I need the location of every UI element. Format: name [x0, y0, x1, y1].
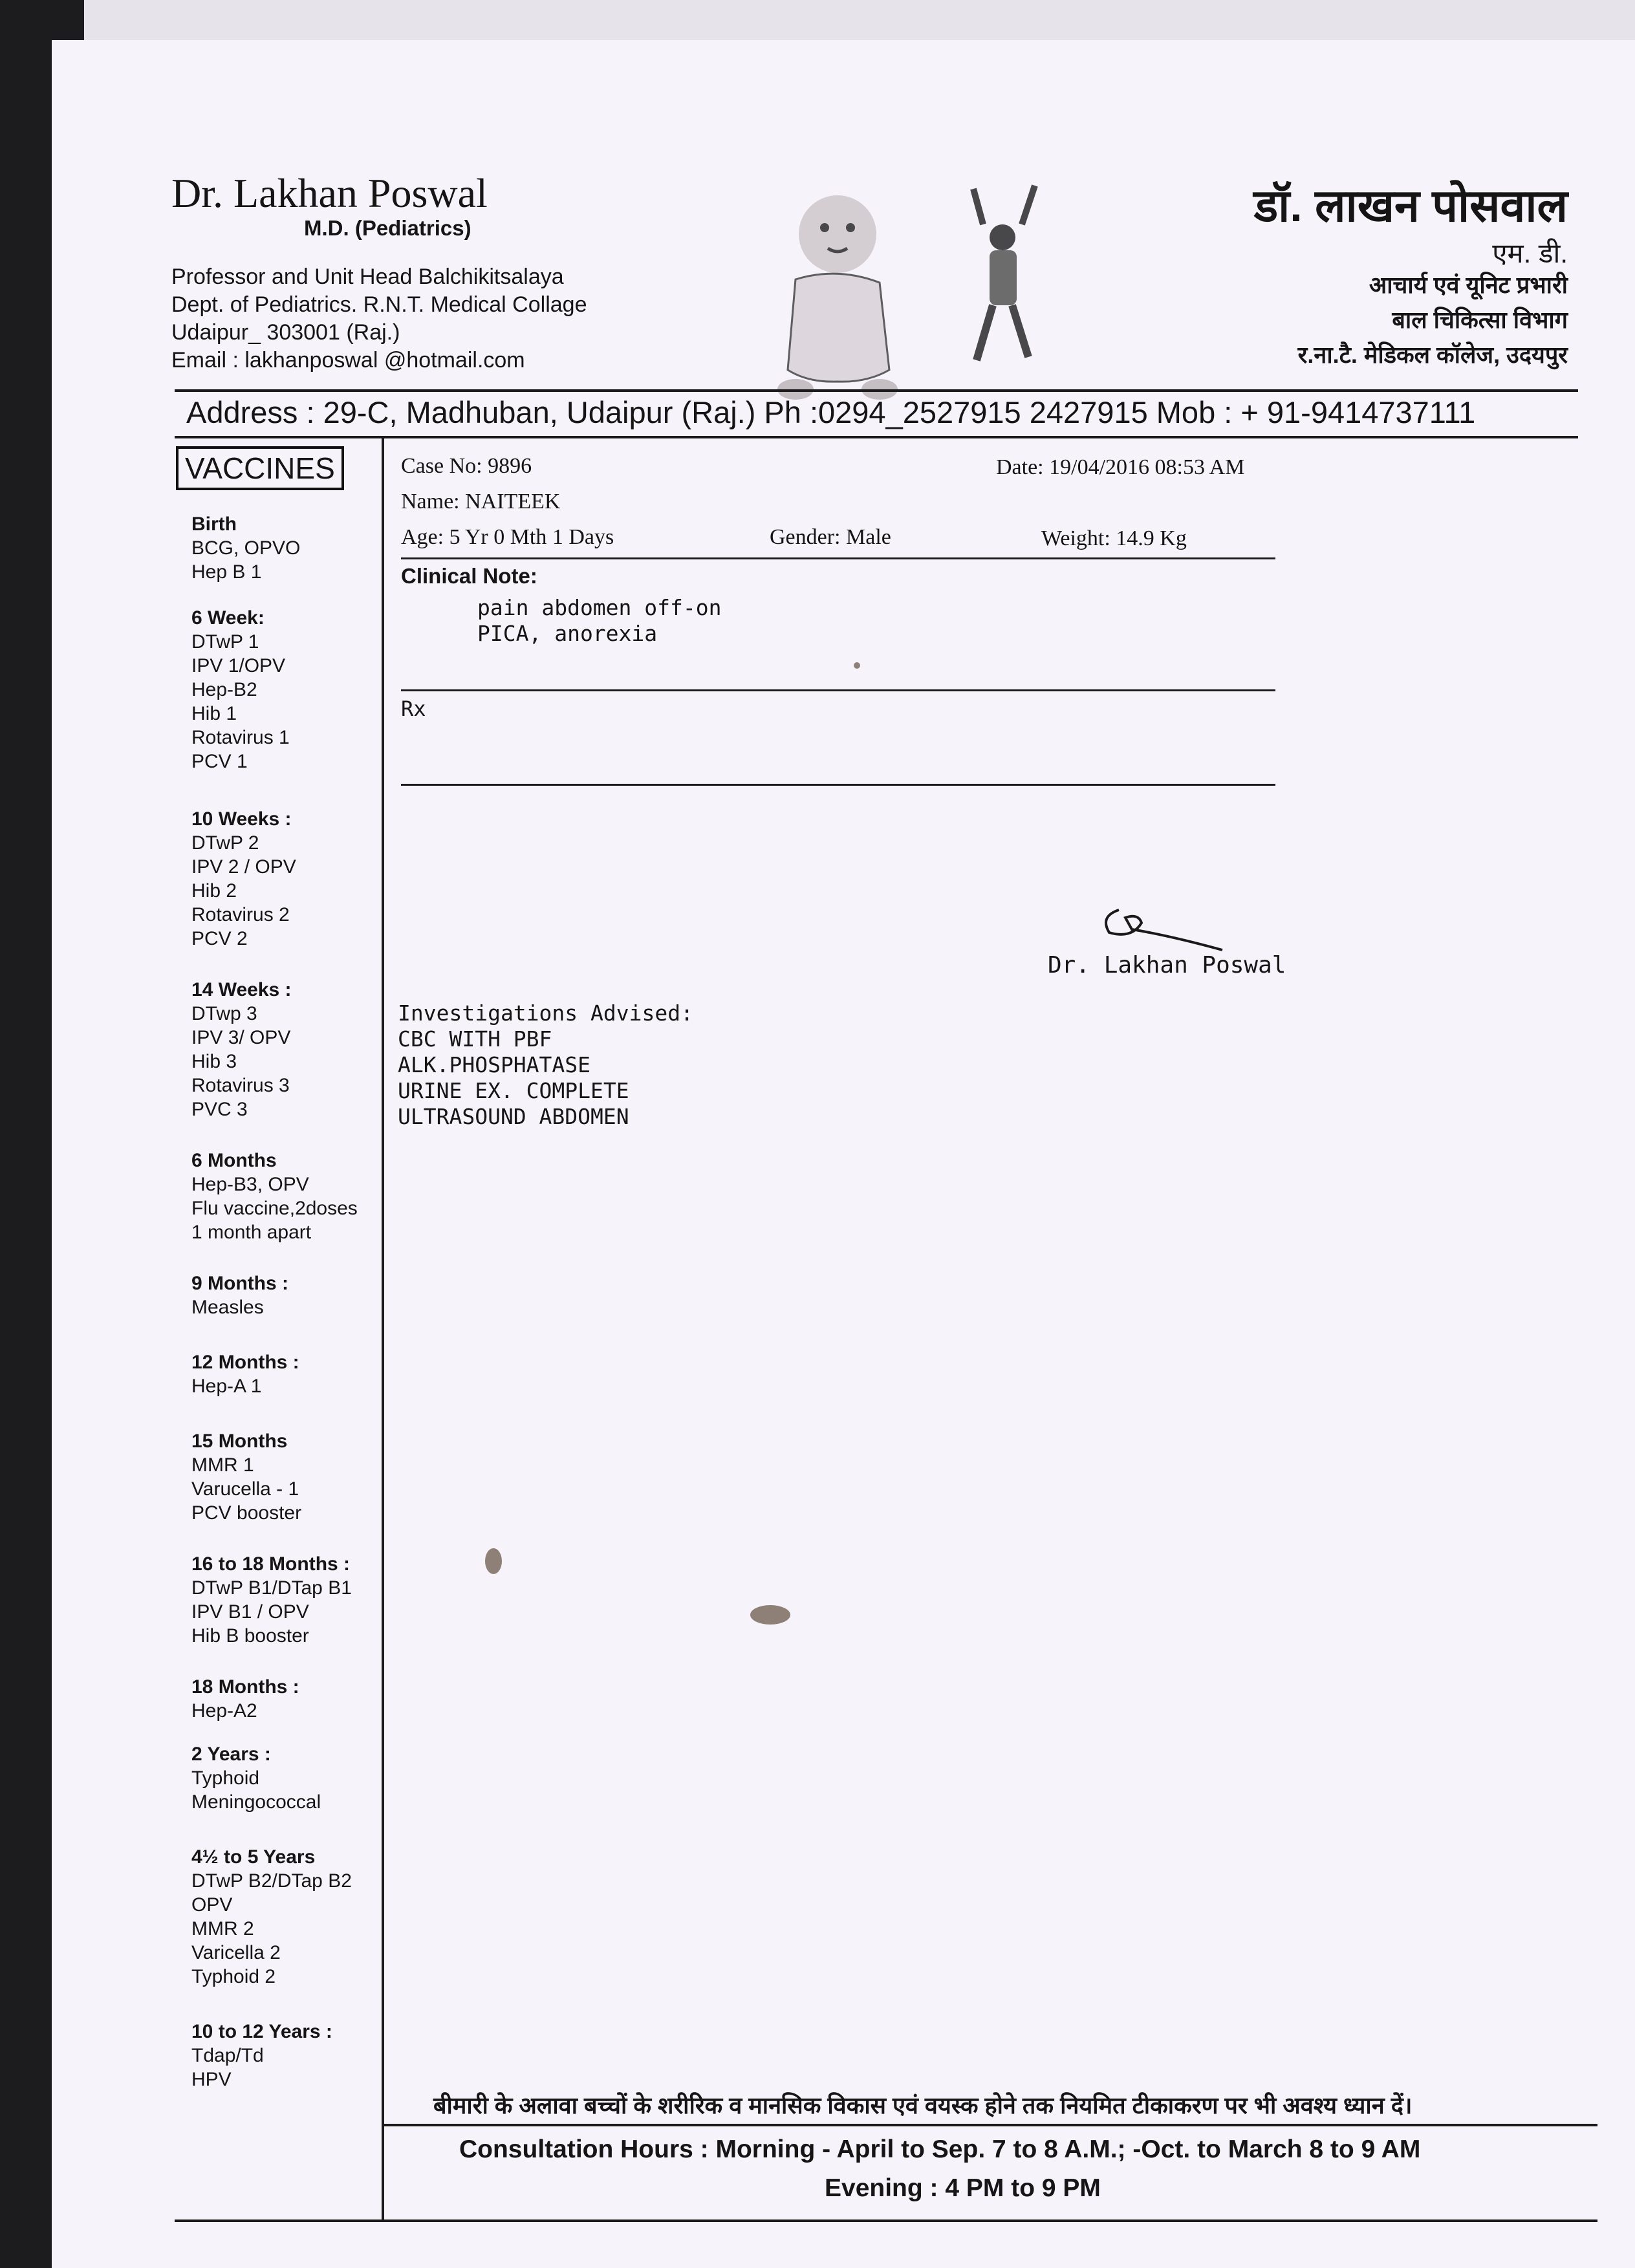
patient-name: Name: NAITEEK: [401, 490, 561, 513]
vaccine-item: Measles: [191, 1297, 264, 1318]
doctor-degree-hindi: एम. डी.: [1492, 238, 1568, 268]
vaccine-item: DTwP B2/DTap B2: [191, 1870, 352, 1892]
scan-speck: [750, 1605, 790, 1625]
investigations-label: Investigations Advised:: [398, 1000, 693, 1026]
affiliation-line: Professor and Unit Head Balchikitsalaya: [171, 265, 564, 289]
vaccine-item: Hep B 1: [191, 561, 262, 583]
vaccine-group: [191, 606, 437, 773]
vaccine-item: MMR 2: [191, 1918, 254, 1939]
affiliation-line-hindi: र.ना.टै. मेडिकल कॉलेज, उदयपुर: [1297, 341, 1568, 368]
patient-age: Age: 5 Yr 0 Mth 1 Days: [401, 525, 614, 549]
vaccine-item: OPV: [191, 1894, 233, 1916]
address-divider: [175, 436, 1578, 438]
email-line: Email : lakhanposwal @hotmail.com: [171, 348, 525, 373]
vaccine-item: Hep-A2: [191, 1700, 257, 1722]
vaccine-item: Hib 1: [191, 703, 237, 724]
vaccine-item: PCV 2: [191, 928, 248, 949]
vaccine-group-heading: 18 Months :: [191, 1676, 299, 1698]
vaccine-item: Hib 2: [191, 880, 237, 902]
visit-date: Date: 19/04/2016 08:53 AM: [996, 455, 1245, 479]
clinical-note-label: Clinical Note:: [401, 564, 537, 588]
clinical-note-line: pain abdomen off-on: [477, 595, 722, 620]
prescription-sheet: [52, 40, 1635, 2268]
vaccine-item: BCG, OPVO: [191, 537, 301, 559]
scan-speck: [485, 1548, 502, 1574]
bottom-divider: [175, 2219, 1597, 2222]
clinical-divider: [401, 689, 1275, 691]
doctor-affiliation-hindi: [1298, 268, 1568, 373]
vaccines-title: VACCINES: [176, 446, 344, 490]
investigations-advised: [398, 1000, 693, 1130]
vaccine-group-heading: 10 Weeks :: [191, 808, 292, 830]
vaccine-item: Rotavirus 1: [191, 727, 290, 748]
vaccine-group-heading: 2 Years :: [191, 1744, 271, 1765]
vaccine-group-heading: Birth: [191, 513, 237, 535]
investigation-item: ALK.PHOSPHATASE: [398, 1052, 591, 1077]
vaccine-group: [191, 1350, 437, 1398]
signature-name: Dr. Lakhan Poswal: [1048, 952, 1286, 978]
patient-weight: Weight: 14.9 Kg: [1041, 526, 1187, 550]
clinical-note-line: PICA, anorexia: [477, 621, 658, 646]
vaccine-group-heading: 15 Months: [191, 1431, 288, 1452]
vaccine-item: Tdap/Td: [191, 2045, 264, 2066]
investigation-item: ULTRASOUND ABDOMEN: [398, 1104, 629, 1129]
vaccine-item: Hep-A 1: [191, 1376, 262, 1397]
vaccine-item: Flu vaccine,2doses: [191, 1198, 358, 1219]
affiliation-line-hindi: बाल चिकित्सा विभाग: [1392, 307, 1568, 333]
consultation-hours-morning: Consultation Hours : Morning - April to Sep. 7 to 8 A.M.; -Oct. to March 8 to 9 AM: [459, 2135, 1421, 2163]
vaccine-item: PVC 3: [191, 1099, 248, 1120]
vaccine-item: Hib 3: [191, 1051, 237, 1072]
vaccine-item: Meningococcal: [191, 1791, 321, 1813]
clinical-notes: [477, 595, 722, 647]
vaccine-item: DTwP B1/DTap B1: [191, 1577, 352, 1599]
vaccine-item: HPV: [191, 2069, 232, 2090]
vaccine-group: [191, 1271, 437, 1319]
rx-divider: [401, 784, 1275, 786]
vaccine-item: Hep-B2: [191, 679, 257, 700]
doctor-name-hindi: डॉ. लाखन पोसवाल: [1253, 180, 1568, 231]
patient-gender: Gender: Male: [770, 525, 891, 549]
case-number: Case No: 9896: [401, 454, 532, 478]
vaccine-item: Typhoid 2: [191, 1966, 276, 1987]
vaccine-group: [191, 1149, 437, 1244]
vaccine-item: Rotavirus 2: [191, 904, 290, 925]
vaccine-group: [191, 512, 437, 584]
vaccine-item: IPV 3/ OPV: [191, 1027, 291, 1048]
doctor-name: Dr. Lakhan Poswal: [171, 170, 488, 216]
vaccine-item: MMR 1: [191, 1454, 254, 1476]
scanner-background: [84, 0, 1635, 44]
vaccine-group-heading: 14 Weeks :: [191, 979, 292, 1000]
vaccine-item: Typhoid: [191, 1767, 260, 1789]
vaccine-item: IPV B1 / OPV: [191, 1601, 309, 1623]
vaccine-item: Varucella - 1: [191, 1478, 299, 1500]
vaccine-item: Hib B booster: [191, 1625, 309, 1647]
vaccine-group-heading: 10 to 12 Years :: [191, 2021, 332, 2042]
affiliation-line: Udaipur_ 303001 (Raj.): [171, 320, 400, 345]
doctor-degree: M.D. (Pediatrics): [304, 216, 471, 240]
signature-mark: [1093, 903, 1235, 955]
vaccine-item: DTwP 2: [191, 832, 259, 854]
vaccine-group-heading: 16 to 18 Months :: [191, 1553, 351, 1575]
vaccine-item: Rotavirus 3: [191, 1075, 290, 1096]
vaccine-item: Hep-B3, OPV: [191, 1174, 309, 1195]
footer-divider: [382, 2124, 1597, 2126]
rx-label: Rx: [401, 697, 426, 721]
vaccination-reminder-hindi: बीमारी के अलावा बच्चों के शरीरिक व मानसिक विकास एवं वयस्क होने तक नियमित टीकाकरण पर भी अवश्य ध्यान दें।: [433, 2092, 1413, 2119]
vaccine-item: IPV 2 / OPV: [191, 856, 296, 878]
vaccine-group-heading: 6 Months: [191, 1150, 277, 1171]
vaccine-item: 1 month apart: [191, 1222, 312, 1243]
vaccine-group-heading: 12 Months :: [191, 1352, 299, 1373]
affiliation-line-hindi: आचार्य एवं यूनिट प्रभारी: [1369, 272, 1568, 298]
vaccine-group: [191, 1845, 437, 1989]
vaccine-item: DTwP 1: [191, 631, 259, 653]
vaccine-group-heading: 4½ to 5 Years: [191, 1846, 316, 1868]
investigation-item: URINE EX. COMPLETE: [398, 1078, 629, 1103]
vaccine-item: PCV 1: [191, 751, 248, 772]
header-divider: [175, 389, 1578, 392]
vaccine-group-heading: 9 Months :: [191, 1273, 288, 1294]
vaccine-group: [191, 1742, 437, 1814]
investigation-item: CBC WITH PBF: [398, 1026, 552, 1052]
patient-divider: [401, 557, 1275, 559]
vaccine-item: IPV 1/OPV: [191, 655, 286, 676]
vaccine-item: DTwp 3: [191, 1003, 257, 1024]
vaccine-item: Varicella 2: [191, 1942, 281, 1963]
scan-speck: [854, 662, 860, 669]
affiliation-line: Dept. of Pediatrics. R.N.T. Medical Collage: [171, 292, 587, 317]
vaccine-group: [191, 807, 437, 951]
consultation-hours-evening: Evening : 4 PM to 9 PM: [825, 2174, 1101, 2202]
vaccine-group-heading: 6 Week:: [191, 607, 265, 629]
address-line: Address : 29-C, Madhuban, Udaipur (Raj.) Ph :0294_2527915 2427915 Mob : + 91-9414737111: [186, 395, 1476, 429]
vaccine-item: PCV booster: [191, 1502, 302, 1524]
vaccine-group: [191, 1675, 437, 1723]
vaccine-schedule: [191, 512, 437, 2091]
doctor-affiliation: [171, 263, 587, 374]
children-illustration: [770, 176, 1106, 422]
vaccine-group: [191, 1552, 437, 1648]
vaccine-group: [191, 2020, 437, 2091]
vaccine-group: [191, 1429, 437, 1525]
